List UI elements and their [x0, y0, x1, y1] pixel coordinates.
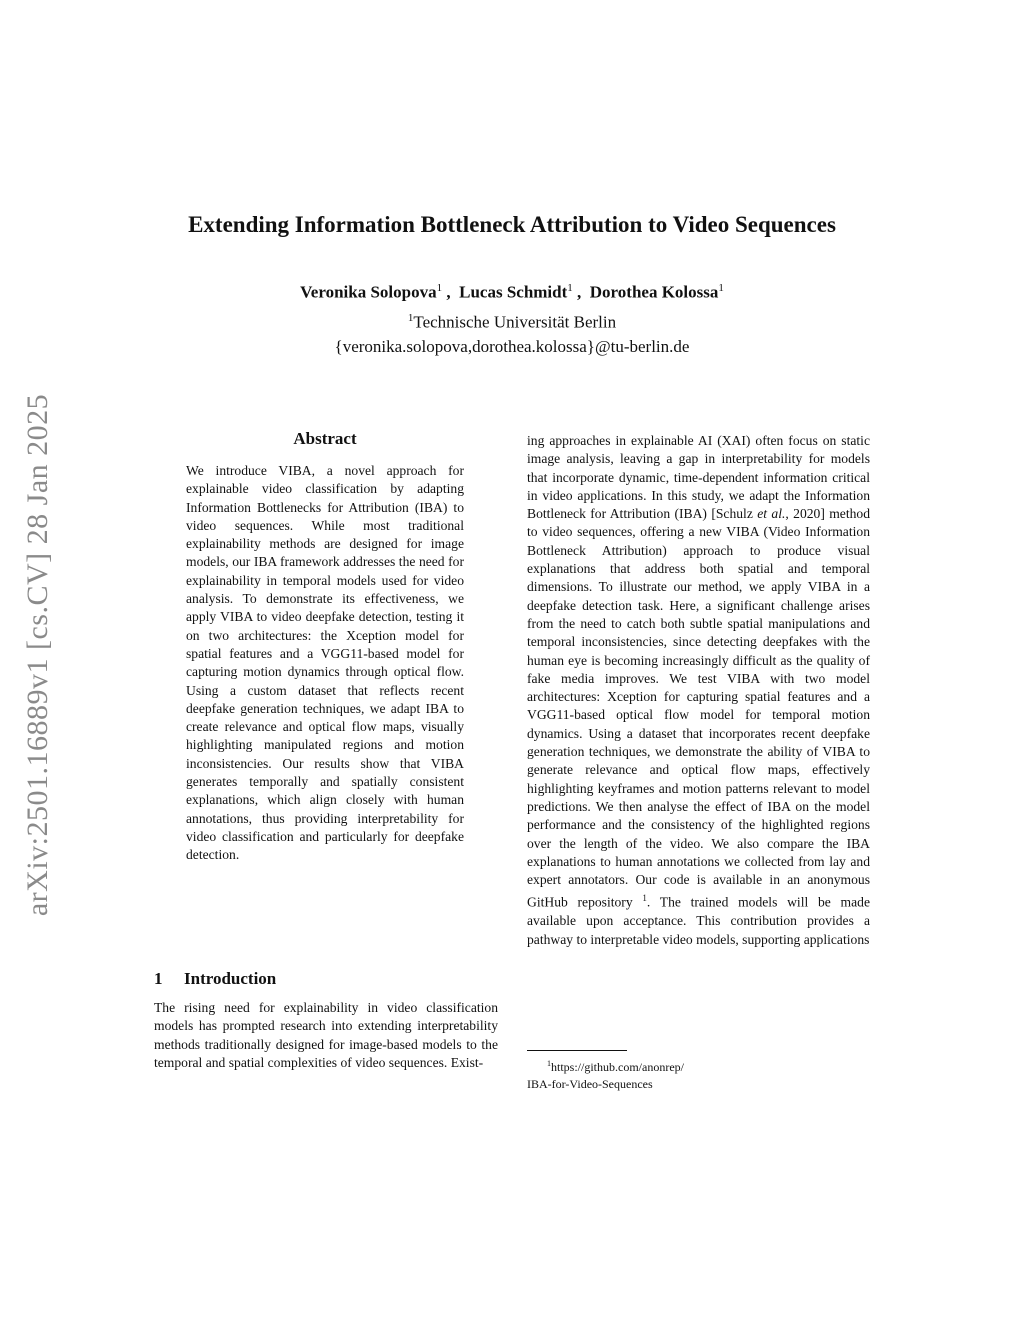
- author-affiliation-mark: 1: [718, 282, 724, 294]
- author-name: Dorothea Kolossa: [589, 282, 719, 302]
- affiliation-name: Technische Universität Berlin: [413, 312, 617, 332]
- author-affiliation-mark: 1: [567, 282, 573, 294]
- author-name: Lucas Schmidt: [459, 282, 568, 302]
- author-affiliation-mark: 1: [436, 282, 443, 294]
- affiliation-mark: 1: [407, 312, 414, 324]
- abstract-heading: Abstract: [293, 429, 357, 448]
- introduction-text-left: The rising need for explainability in video classification models has prompted research into extending interpretability methods traditionally designed for image-based models to the temporal and spatial complexities of video sequences. Exist-: [154, 1000, 498, 1070]
- footnote-reference[interactable]: 1: [642, 893, 647, 904]
- section-title: Introduction: [184, 969, 277, 988]
- author-name: Veronika Solopova: [300, 282, 437, 302]
- footnote-mark: 1: [547, 1059, 551, 1068]
- footnote-line-1: [527, 1055, 870, 1076]
- paper-title: Extending Information Bottleneck Attribution to Video Sequences: [188, 212, 836, 237]
- arxiv-identifier: arXiv:2501.16889v1 [cs.CV] 28 Jan 2025: [21, 393, 54, 917]
- intro-paragraph-part: ing approaches in explainable AI (XAI) often focus on static image analysis, leaving a gap in interpretability for models that incorporate dynamic, time-dependent information critical in video applications. In this study, we adapt the Information Bottleneck for Attribution (IBA) [Schulz: [527, 433, 870, 522]
- section-number: 1: [154, 969, 163, 988]
- abstract-text: We introduce VIBA, a novel approach for explainable video classification by adapting Information Bottlenecks for Attribution (IBA) to video sequences. While most traditional explainability methods are designed for image models, our IBA framework addresses the need for explainability in temporal models used for video analysis. To demonstrate its effectiveness, we apply VIBA to video deepfake detection, testing it on two architectures: the Xception model for spatial features and a VGG11-based model for capturing motion dynamics through optical flow. Using a custom dataset that reflects recent deepfake generation techniques, we adapt IBA to create relevance and optical flow maps, visually highlighting manipulated regions and motion inconsistencies. Our results show that VIBA generates temporally and spatially consistent explanations, which align closely with human annotations, thus providing interpretability for video classification and particularly for deepfake detection.: [186, 463, 464, 863]
- footnote-divider: [527, 1050, 627, 1051]
- author-emails: {veronika.solopova,dorothea.kolossa}@tu-berlin.de: [334, 337, 690, 356]
- citation-et-al: et al.: [757, 506, 786, 522]
- footnote: [527, 1055, 870, 1093]
- arxiv-side-stamp: [18, 360, 58, 950]
- affiliation: [0, 312, 1024, 333]
- intro-paragraph-part: , 2020] method to video sequences, offering a new VIBA (Video Information Bottleneck Attribution) approach to produce visual explanations that address both spatial and temporal dimensions. To illustrate our method, we apply VIBA in a deepfake detection task. Here, a significant challenge arises from the need to catch both subtle spatial manipulations and temporal inconsistencies, since detecting deepfakes with the human eye is becoming increasingly difficult as the quality of fake media improves. We test VIBA with two model architectures: Xception for capturing spatial features and a VGG11-based optical flow model for temporal motion dynamics. Using a dataset that incorporates recent deepfake generation techniques, we demonstrate the ability of VIBA to generate relevance and optical flow maps, effectively highlighting keyframes and motion patterns relevant to model predictions. We then analyse the effect of IBA on the model performance and the consistency of the highlighted regions over the length of the video. We also compare the IBA explanations to human annotations we collected from lay and expert annotators. Our code is available in an anonymous GitHub repository: [527, 506, 871, 910]
- author-list: Veronika Solopova$^1$ , Lucas Schmidt$^1$ , Dorothea Kolossa$^1$: [300, 282, 724, 302]
- footnote-url-part[interactable]: IBA-for-Video-Sequences: [527, 1077, 653, 1091]
- footnote-url-part[interactable]: https://github.com/anonrep/: [551, 1060, 684, 1074]
- introduction-text-right: [527, 432, 870, 949]
- section-heading-introduction: [154, 969, 498, 989]
- intro-paragraph-part: . The trained models will be made available upon acceptance. This contribution provides a pathway to interpretable video models, supporting applications: [527, 894, 870, 947]
